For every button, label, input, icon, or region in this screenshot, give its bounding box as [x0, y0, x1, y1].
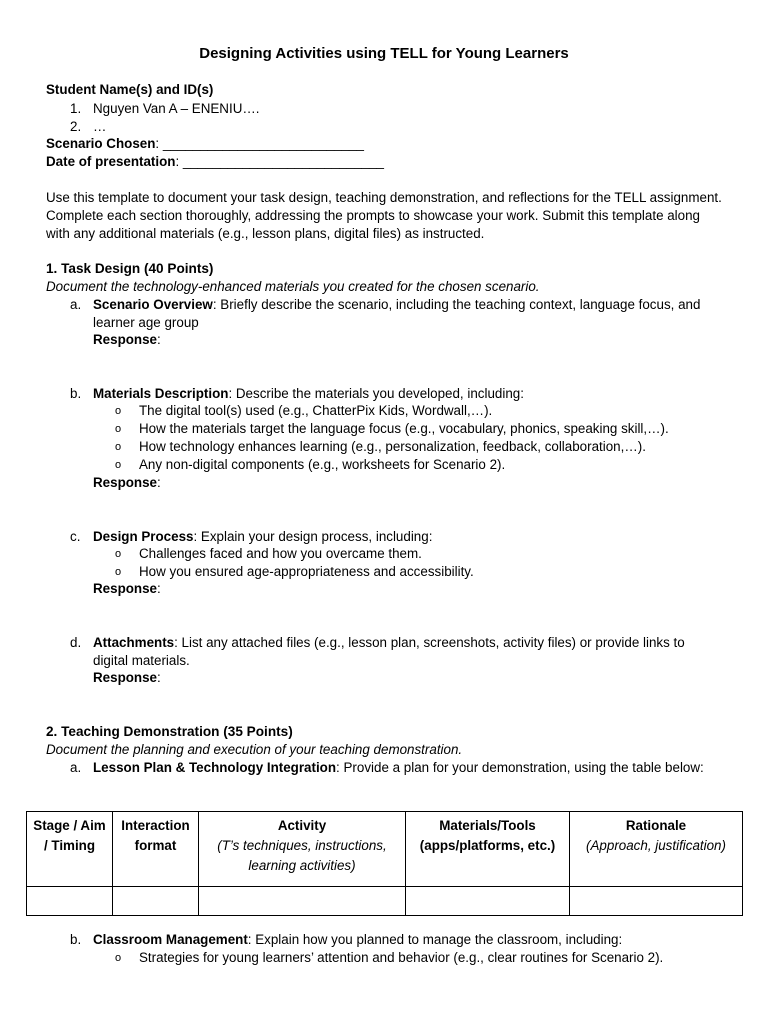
scenario-chosen-line — [46, 136, 364, 151]
bullet-item: How technology enhances learning (e.g., personalization, feedback, collaboration,…). — [139, 439, 646, 454]
classroom-management-label: Classroom Management — [93, 932, 248, 947]
scenario-overview-label: Scenario Overview — [93, 297, 213, 312]
item-letter: a. — [70, 760, 82, 775]
response-label: Response: — [93, 475, 161, 490]
table-header-cell: Rationale (Approach, justification) — [570, 812, 743, 887]
table-header-cell: Materials/Tools (apps/platforms, etc.) — [406, 812, 570, 887]
classroom-management-text: : Explain how you planned to manage the classroom, including: — [247, 932, 623, 947]
table-header-cell: Interaction format — [113, 812, 199, 887]
table-cell[interactable] — [406, 887, 570, 916]
item-letter: d. — [70, 635, 82, 650]
attachments-prompt — [93, 634, 723, 670]
bullet-icon: o — [115, 423, 122, 435]
date-of-presentation-label: Date of presentation — [46, 154, 176, 169]
student-name: … — [93, 119, 107, 134]
date-of-presentation-line — [46, 154, 384, 169]
bullet-item: How you ensured age-appropriateness and accessibility. — [139, 564, 474, 579]
classroom-management-prompt — [93, 931, 723, 949]
table-header-cell: Stage / Aim / Timing — [27, 812, 113, 887]
attachments-text: : List any attached files (e.g., lesson plan, screenshots, activity files) or provide links to digital materials. — [93, 635, 685, 668]
bullet-item: The digital tool(s) used (e.g., ChatterPix Kids, Wordwall,…). — [139, 403, 493, 418]
response-label: Response: — [93, 581, 161, 596]
bullet-icon: o — [115, 405, 122, 417]
table-cell[interactable] — [27, 887, 113, 916]
student-name: Nguyen Van A – ENENIU…. — [93, 101, 260, 116]
design-process-prompt — [93, 528, 723, 546]
attachments-label: Attachments — [93, 635, 175, 650]
section-1-heading: 1. Task Design (40 Points) — [46, 261, 214, 276]
table-cell[interactable] — [570, 887, 743, 916]
date-of-presentation-blank: : ___________________________ — [175, 154, 384, 169]
table-row — [27, 887, 743, 916]
item-letter: a. — [70, 297, 82, 312]
page-title: Designing Activities using TELL for Young Learners — [199, 45, 569, 62]
table-header-cell: Activity (T’s techniques, instructions, learning activities) — [199, 812, 406, 887]
scenario-chosen-label: Scenario Chosen — [46, 136, 156, 151]
materials-description-prompt — [93, 385, 723, 403]
bullet-icon: o — [115, 441, 122, 453]
item-letter: b. — [70, 386, 82, 401]
student-number: 2. — [70, 119, 82, 134]
materials-description-text: : Describe the materials you developed, including: — [228, 386, 524, 401]
intro-paragraph: Use this template to document your task design, teaching demonstration, and reflections for the TELL assignment. Complete each section thoroughly, addressing the prompts to showcase your work. Submit this template along with any additional materials (e.g., lesson plans, digital files) as instructed. — [46, 190, 722, 241]
response-label: Response: — [93, 670, 161, 685]
item-letter: c. — [70, 529, 81, 544]
bullet-item: Challenges faced and how you overcame them. — [139, 546, 422, 561]
table-cell[interactable] — [199, 887, 406, 916]
bullet-item: Strategies for young learners’ attention and behavior (e.g., clear routines for Scenario 2). — [139, 950, 664, 965]
lesson-plan-text: : Provide a plan for your demonstration, using the table below: — [336, 760, 704, 775]
bullet-icon: o — [115, 548, 122, 560]
table-header-row — [27, 812, 743, 887]
design-process-label: Design Process — [93, 529, 194, 544]
bullet-icon: o — [115, 952, 122, 964]
section-1-subtitle: Document the technology-enhanced materials you created for the chosen scenario. — [46, 279, 540, 294]
response-label: Response: — [93, 332, 161, 347]
bullet-item: Any non-digital components (e.g., worksheets for Scenario 2). — [139, 457, 506, 472]
lesson-plan-prompt — [93, 759, 723, 777]
section-2-heading: 2. Teaching Demonstration (35 Points) — [46, 724, 293, 739]
student-heading: Student Name(s) and ID(s) — [46, 82, 214, 97]
bullet-icon: o — [115, 566, 122, 578]
item-letter: b. — [70, 932, 82, 947]
scenario-overview-text: : Briefly describe the scenario, including the teaching context, language focus, and learner age group — [93, 297, 701, 330]
scenario-overview-prompt — [93, 296, 723, 332]
bullet-icon: o — [115, 459, 122, 471]
section-2-subtitle: Document the planning and execution of your teaching demonstration. — [46, 742, 463, 757]
design-process-text: : Explain your design process, including: — [193, 529, 433, 544]
lesson-plan-label: Lesson Plan & Technology Integration — [93, 760, 337, 775]
lesson-plan-table — [26, 811, 743, 916]
student-number: 1. — [70, 101, 82, 116]
table-cell[interactable] — [113, 887, 199, 916]
materials-description-label: Materials Description — [93, 386, 229, 401]
bullet-item: How the materials target the language focus (e.g., vocabulary, phonics, speaking skill,…). — [139, 421, 669, 436]
scenario-chosen-blank: : ___________________________ — [155, 136, 364, 151]
